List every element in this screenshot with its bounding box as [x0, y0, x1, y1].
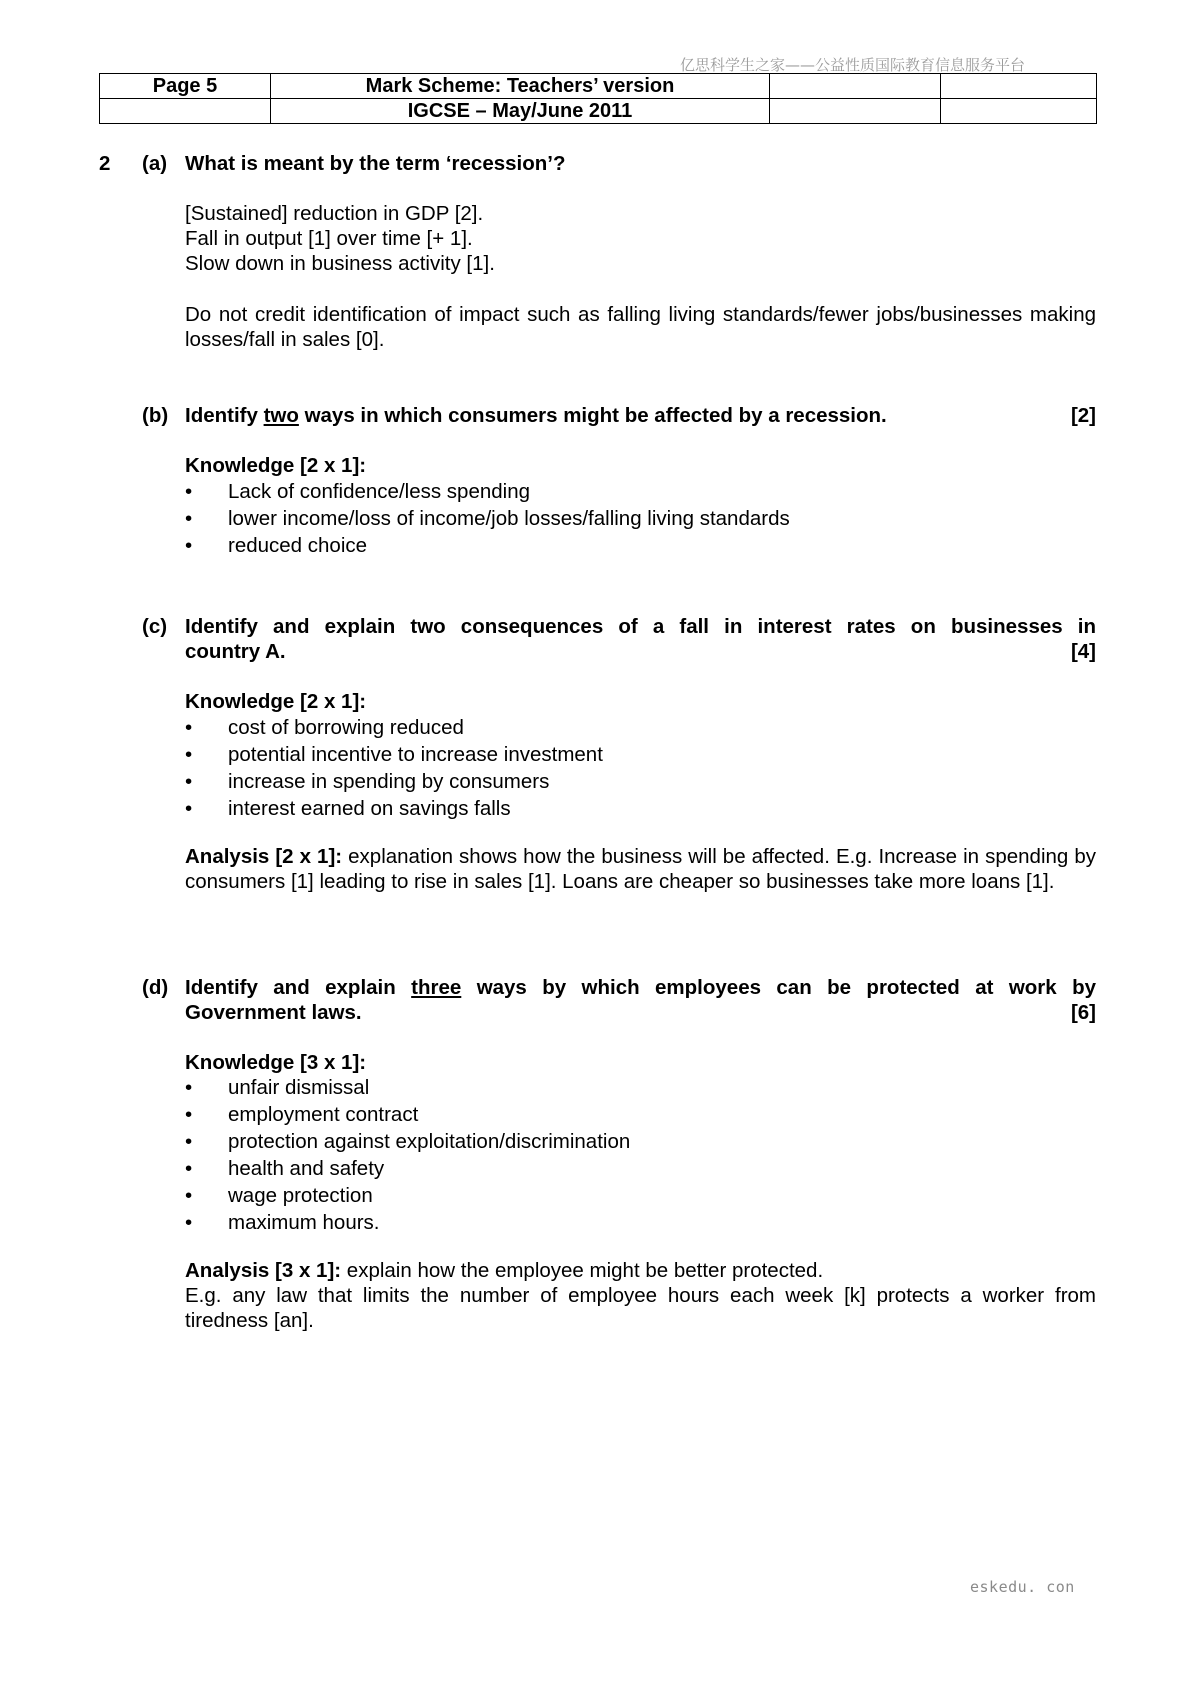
list-item: • interest earned on savings falls [185, 795, 603, 822]
list-item: • protection against exploitation/discrimination [185, 1128, 630, 1155]
part-c-question-line2: country A. [185, 640, 286, 663]
question-number: 2 [99, 152, 111, 175]
watermark-bottom: eskedu. con [970, 1578, 1075, 1596]
header-empty-cell [941, 74, 1097, 99]
header-empty-cell [770, 99, 941, 124]
list-item: • reduced choice [185, 532, 790, 559]
answer-line: [Sustained] reduction in GDP [2]. [185, 202, 484, 225]
part-a-answers [185, 201, 1096, 276]
part-a-note: Do not credit identification of impact such as falling living standards/fewer jobs/businesses making losses/fall in sales [0]. [185, 303, 1096, 351]
list-item: • maximum hours. [185, 1209, 630, 1236]
list-item: • increase in spending by consumers [185, 768, 603, 795]
part-c-question-line1: Identify and explain two consequences of a fall in interest rates on businesses in [185, 615, 1096, 638]
list-item: • cost of borrowing reduced [185, 714, 603, 741]
part-d-question-line1: Identify and explain three ways by which employees can be protected at work by [185, 976, 1096, 999]
header-empty-cell [770, 74, 941, 99]
header-exam: IGCSE – May/June 2011 [271, 99, 770, 124]
header-empty-cell [941, 99, 1097, 124]
part-a-question: What is meant by the term ‘recession’? [185, 152, 566, 175]
part-c-analysis [185, 844, 1096, 894]
part-d-question-line2: Government laws. [185, 1001, 362, 1024]
part-a-label: (a) [142, 152, 168, 175]
header-title: Mark Scheme: Teachers’ version [271, 74, 770, 99]
part-b-bullet-list [185, 478, 790, 559]
part-c-marks: [4] [1070, 640, 1096, 663]
list-item: • lower income/loss of income/job losses/falling living standards [185, 505, 790, 532]
list-item: • health and safety [185, 1155, 630, 1182]
answer-line: Fall in output [1] over time [+ 1]. [185, 227, 473, 250]
part-b-label: (b) [142, 404, 169, 427]
part-c-label: (c) [142, 615, 168, 638]
part-d-knowledge-heading: Knowledge [3 x 1]: [185, 1051, 367, 1074]
answer-line: Slow down in business activity [1]. [185, 252, 495, 275]
part-b-question: Identify two ways in which consumers might be affected by a recession. [185, 404, 887, 427]
part-b-knowledge-heading: Knowledge [2 x 1]: [185, 454, 367, 477]
part-d-marks: [6] [1070, 1001, 1096, 1024]
watermark-top: 亿思科学生之家——公益性质国际教育信息服务平台 [680, 56, 1026, 74]
part-b-marks: [2] [1070, 404, 1096, 427]
part-d-analysis-heading: Analysis [3 x 1]: [185, 1259, 342, 1282]
part-d-example: E.g. any law that limits the number of employee hours each week [k] protects a worker from tiredness [an]. [185, 1284, 1096, 1332]
header-page: Page 5 [100, 74, 271, 99]
part-c-bullet-list [185, 714, 603, 822]
header-empty-cell [100, 99, 271, 124]
header-table [99, 73, 1097, 124]
part-d-label: (d) [142, 976, 169, 999]
list-item: • unfair dismissal [185, 1074, 630, 1101]
part-c-analysis-heading: Analysis [2 x 1]: [185, 845, 343, 868]
list-item: • potential incentive to increase investment [185, 741, 603, 768]
list-item: • wage protection [185, 1182, 630, 1209]
part-c-knowledge-heading: Knowledge [2 x 1]: [185, 690, 367, 713]
part-d-analysis [185, 1258, 1096, 1283]
part-d-bullet-list [185, 1074, 630, 1236]
part-c-analysis-text: explanation shows how the business will be affected. E.g. Increase in spending by consumers [1] leading to rise in sales [1]. Loans are cheaper so businesses take more loans [1]. [185, 845, 1096, 893]
part-d-analysis-text: explain how the employee might be better protected. [341, 1259, 824, 1282]
list-item: • employment contract [185, 1101, 630, 1128]
list-item: • Lack of confidence/less spending [185, 478, 790, 505]
